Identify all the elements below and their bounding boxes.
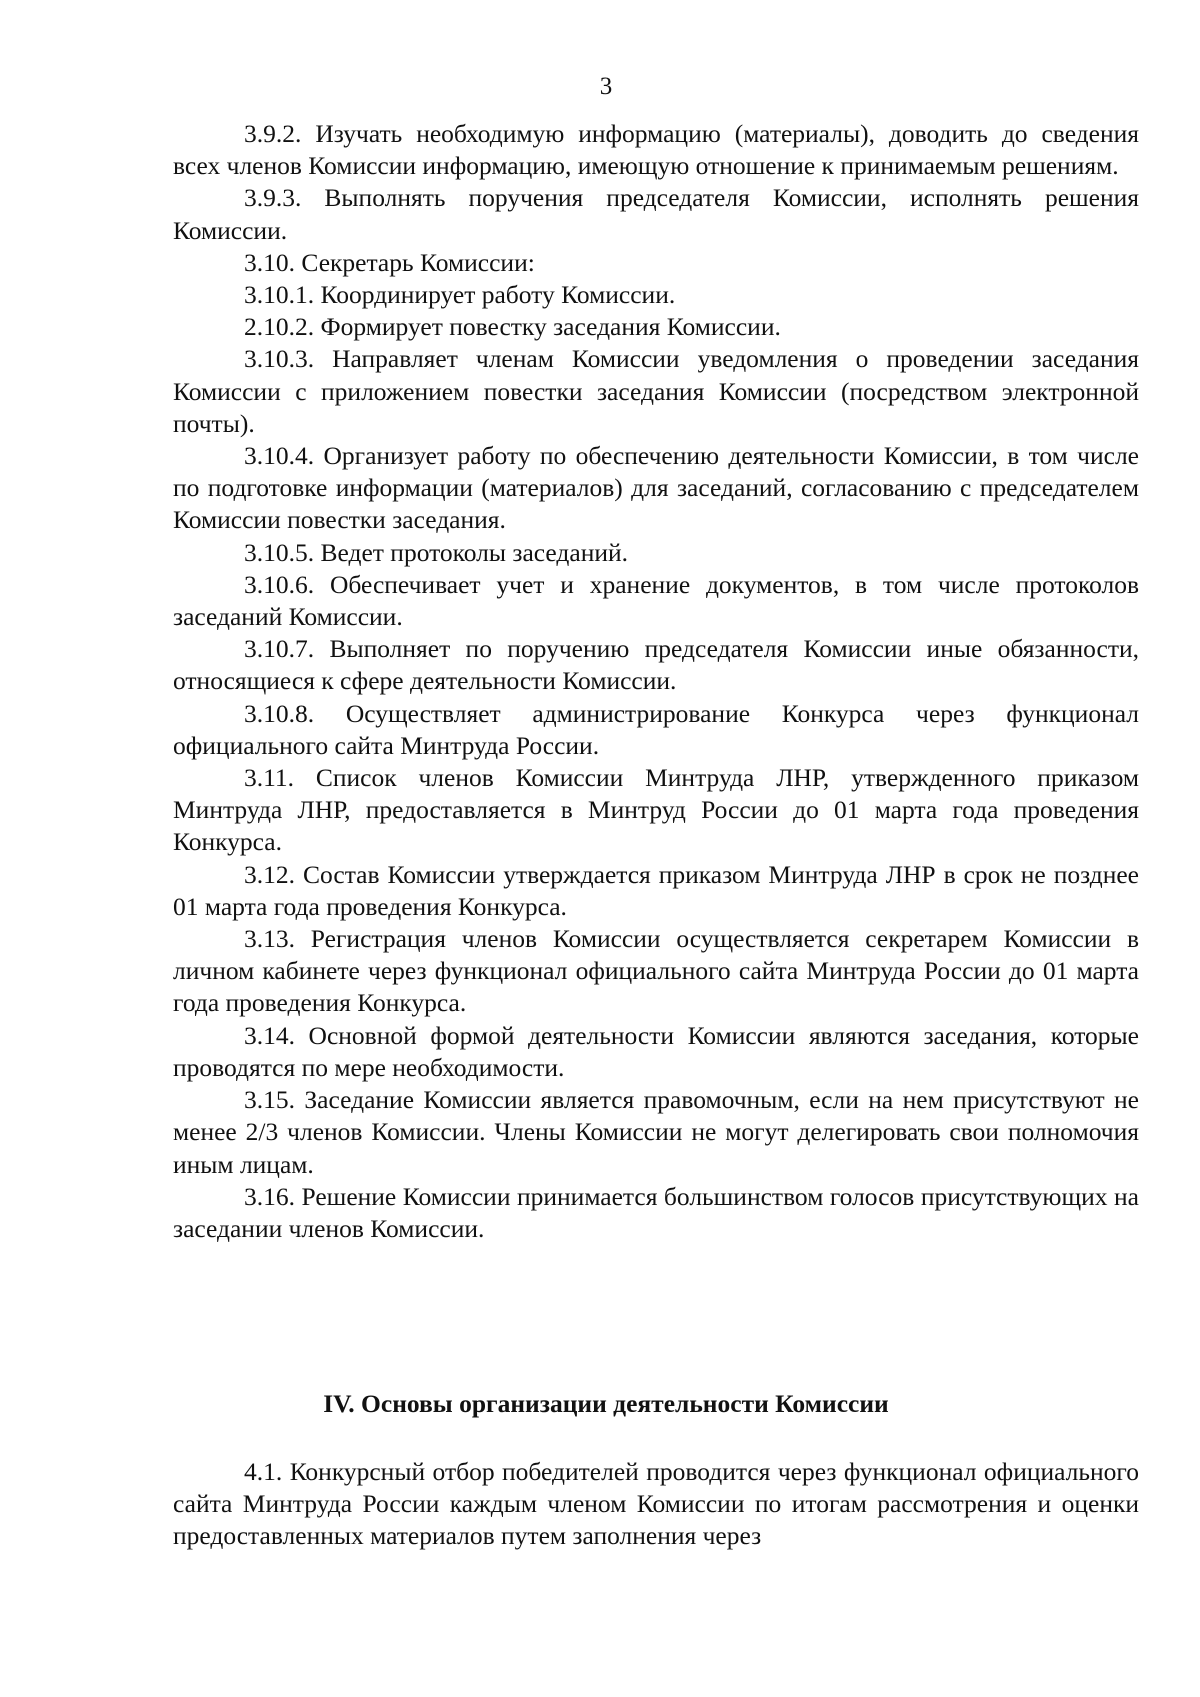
- paragraph-2-10-2: 2.10.2. Формирует повестку заседания Комиссии.: [244, 312, 781, 342]
- paragraph-3-10-4: 3.10.4. Организует работу по обеспечению деятельности Комиссии, в том числе по подготовке информации (материалов) для заседаний, согласованию с председателем Комиссии повестки заседания.: [173, 441, 1139, 535]
- paragraph-3-9-2: 3.9.2. Изучать необходимую информацию (материалы), доводить до сведения всех членов Комиссии информацию, имеющую отношение к принимаемым решениям.: [173, 119, 1139, 181]
- section-heading: IV. Основы организации деятельности Комиссии: [323, 1389, 889, 1418]
- paragraph-3-15: 3.15. Заседание Комиссии является правомочным, если на нем присутствуют не менее 2/3 членов Комиссии. Члены Комиссии не могут делегировать свои полномочия иным лицам.: [173, 1085, 1139, 1179]
- paragraph-3-14: 3.14. Основной формой деятельности Комиссии являются заседания, которые проводятся по мере необходимости.: [173, 1020, 1139, 1082]
- paragraph-3-9-3: 3.9.3. Выполнять поручения председателя Комиссии, исполнять решения Комиссии.: [173, 183, 1139, 245]
- paragraph-3-12: 3.12. Состав Комиссии утверждается приказом Минтруда ЛНР в срок не позднее 01 марта года проведения Конкурса.: [173, 859, 1139, 921]
- paragraph-3-10-8: 3.10.8. Осуществляет администрирование Конкурса через функционал официального сайта Минтруда России.: [173, 698, 1139, 760]
- paragraph-3-10: 3.10. Секретарь Комиссии:: [244, 247, 535, 277]
- paragraph-3-11: 3.11. Список членов Комиссии Минтруда ЛНР, утвержденного приказом Минтруда ЛНР, предоставляется в Минтруд России до 01 марта года проведения Конкурса.: [173, 763, 1139, 857]
- paragraph-3-13: 3.13. Регистрация членов Комиссии осуществляется секретарем Комиссии в личном кабинете через функционал официального сайта Минтруда России до 01 марта года проведения Конкурса.: [173, 924, 1139, 1018]
- section-body: [173, 1456, 1139, 1553]
- paragraph-3-10-5: 3.10.5. Ведет протоколы заседаний.: [244, 537, 629, 567]
- document-body: [173, 118, 1139, 1245]
- paragraph-3-10-7: 3.10.7. Выполняет по поручению председателя Комиссии иные обязанности, относящиеся к сфере деятельности Комиссии.: [173, 634, 1139, 696]
- page-number: 3: [599, 73, 613, 100]
- paragraph-4-1: 4.1. Конкурсный отбор победителей проводится через функционал официального сайта Минтруда России каждым членом Комиссии по итогам рассмотрения и оценки предоставленных материалов путем заполнения через: [173, 1457, 1139, 1551]
- paragraph-3-16: 3.16. Решение Комиссии принимается большинством голосов присутствующих на заседании членов Комиссии.: [173, 1181, 1139, 1243]
- paragraph-3-10-6: 3.10.6. Обеспечивает учет и хранение документов, в том числе протоколов заседаний Комиссии.: [173, 569, 1139, 632]
- paragraph-3-10-3: 3.10.3. Направляет членам Комиссии уведомления о проведении заседания Комиссии с приложением повестки заседания Комиссии (посредством электронной почты).: [173, 344, 1139, 438]
- paragraph-3-10-1: 3.10.1. Координирует работу Комиссии.: [244, 280, 676, 310]
